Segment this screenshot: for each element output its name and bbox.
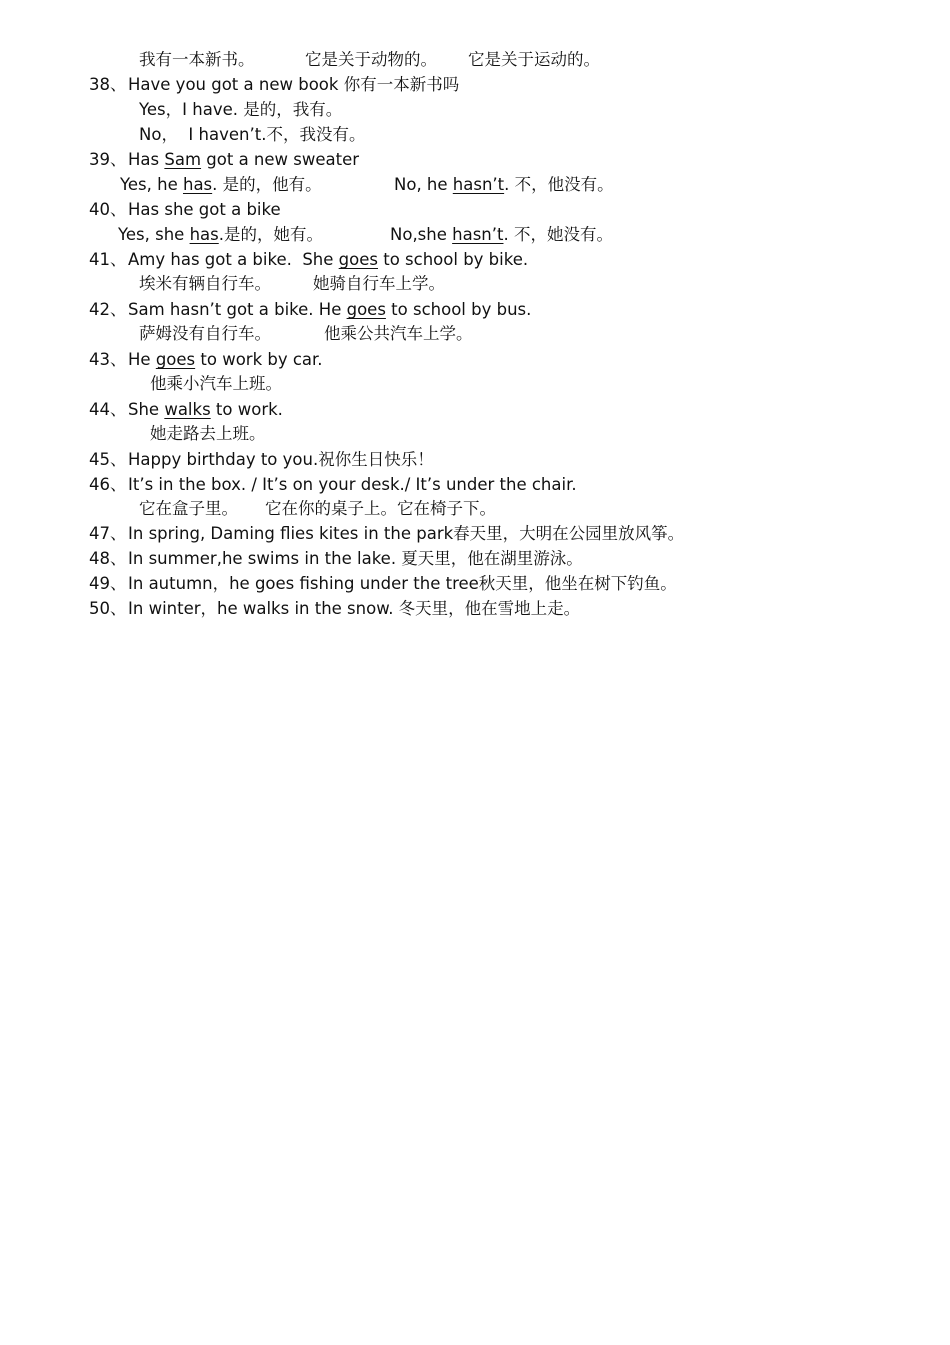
item-text: Amy has got a bike. She [128, 250, 339, 269]
answer-text: . 不，她没有。 [503, 225, 613, 244]
item-number: 45、 [89, 450, 127, 469]
item-text: Sam hasn’t got a bike. He [128, 300, 347, 319]
item-text: In winter，he walks in the snow. 冬天里，他在雪地上走。 [128, 599, 581, 618]
line-0-translation [305, 50, 437, 70]
underlined-word: has [189, 225, 219, 244]
item-41-translation [313, 274, 445, 294]
answer-text: No, he [394, 175, 453, 194]
item-42-translation [139, 324, 271, 344]
translation-text: 它在盒子里。 [139, 499, 238, 518]
answer-text: No,she [390, 225, 453, 244]
translation-text: 萨姆没有自行车。 [139, 324, 271, 343]
item-43-translation [150, 374, 282, 394]
answer-text: .是的，她有。 [218, 225, 323, 244]
item-41-translation [139, 274, 271, 294]
item-50 [89, 599, 580, 619]
item-38-answer-yes [139, 100, 342, 120]
item-39 [89, 150, 359, 170]
item-38-answer-no [139, 125, 365, 145]
item-43 [89, 350, 323, 370]
answer-text: . 是的，他有。 [212, 175, 322, 194]
item-text: to school by bike. [378, 250, 529, 269]
item-text: In spring, Daming flies kites in the park春天里，大明在公园里放风筝。 [128, 524, 685, 543]
item-49 [89, 574, 677, 594]
item-46-translation [139, 499, 238, 519]
translation-text: 它是关于运动的。 [468, 50, 600, 69]
item-38 [89, 75, 459, 95]
translation-text: 它在你的桌子上。它在椅子下。 [265, 499, 496, 518]
translation-text: 他乘公共汽车上学。 [324, 324, 473, 343]
underlined-word: hasn’t [452, 225, 504, 244]
item-text: Has she got a bike [128, 200, 281, 219]
item-number: 42、 [89, 300, 127, 319]
item-text: to school by bus. [385, 300, 532, 319]
underlined-word: goes [155, 350, 196, 369]
line-0-translation [468, 50, 600, 70]
translation-text: 它是关于动物的。 [305, 50, 437, 69]
item-number: 41、 [89, 250, 127, 269]
item-number: 44、 [89, 400, 127, 419]
item-48 [89, 549, 583, 569]
item-text: She [128, 400, 165, 419]
underlined-word: Sam [164, 150, 202, 169]
answer-text: Yes, she [118, 225, 190, 244]
item-41 [89, 250, 528, 270]
underlined-word: walks [164, 400, 211, 419]
item-text: Has [128, 150, 165, 169]
translation-text: 她走路去上班。 [150, 424, 266, 443]
item-number: 46、 [89, 475, 127, 494]
item-text: to work by car. [195, 350, 323, 369]
item-number: 49、 [89, 574, 127, 593]
item-40-answer-no [390, 225, 613, 245]
translation-text: 埃米有辆自行车。 [139, 274, 271, 293]
translation-text: 他乘小汽车上班。 [150, 374, 282, 393]
item-number: 40、 [89, 200, 127, 219]
item-45 [89, 450, 434, 470]
item-47 [89, 524, 684, 544]
item-40 [89, 200, 281, 220]
item-42 [89, 300, 531, 320]
item-44 [89, 400, 283, 420]
item-text: got a new sweater [201, 150, 360, 169]
item-46-translation [265, 499, 496, 519]
item-44-translation [150, 424, 266, 444]
answer-text: Yes，I have. 是的，我有。 [139, 100, 343, 119]
item-text: In autumn，he goes fishing under the tree秋天里，他坐在树下钓鱼。 [128, 574, 677, 593]
answer-text: No， I haven’t.不，我没有。 [139, 125, 366, 144]
item-number: 47、 [89, 524, 127, 543]
underlined-word: has [182, 175, 213, 194]
item-40-answer-yes [118, 225, 323, 245]
underlined-word: goes [346, 300, 386, 319]
underlined-word: hasn’t [452, 175, 505, 194]
answer-text: . 不，他没有。 [504, 175, 614, 194]
item-text: to work. [210, 400, 283, 419]
item-39-answer-yes [120, 175, 322, 195]
answer-text: Yes, he [120, 175, 183, 194]
translation-text: 她骑自行车上学。 [313, 274, 445, 293]
line-0-translation [139, 50, 255, 70]
item-42-translation [324, 324, 473, 344]
item-number: 39、 [89, 150, 127, 169]
item-46 [89, 475, 577, 495]
underlined-word: goes [338, 250, 378, 269]
item-text: In summer,he swims in the lake. 夏天里，他在湖里游泳。 [128, 549, 583, 568]
item-number: 48、 [89, 549, 127, 568]
item-text: He [128, 350, 156, 369]
item-39-answer-no [394, 175, 614, 195]
item-number: 38、 [89, 75, 127, 94]
item-number: 50、 [89, 599, 127, 618]
item-text: It’s in the box. / It’s on your desk./ It’s under the chair. [128, 475, 577, 494]
translation-text: 我有一本新书。 [139, 50, 255, 69]
item-text: Have you got a new book 你有一本新书吗 [128, 75, 460, 94]
item-text: Happy birthday to you.祝你生日快乐！ [128, 450, 434, 469]
item-number: 43、 [89, 350, 127, 369]
